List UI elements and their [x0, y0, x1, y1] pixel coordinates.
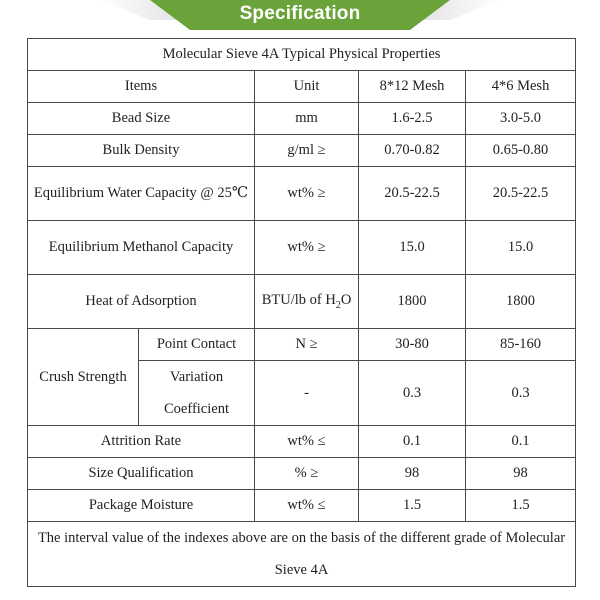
table-row-crush-point: [28, 329, 576, 361]
table-row: [28, 426, 576, 458]
header-items: Items: [28, 71, 255, 103]
table-note: The interval value of the indexes above are on the basis of the different grade of Molecular Sieve 4A: [28, 522, 576, 587]
value-4x6: 3.0-5.0: [466, 103, 576, 135]
unit-cell: g/ml ≥: [255, 135, 359, 167]
item-label: Attrition Rate: [28, 426, 255, 458]
unit-cell: wt% ≥: [255, 221, 359, 275]
table-note-row: [28, 522, 576, 587]
variation-coefficient-label: [139, 361, 255, 426]
variation-line2: Coefficient: [164, 401, 229, 417]
value-4x6: 0.1: [466, 426, 576, 458]
unit-cell: mm: [255, 103, 359, 135]
unit-cell: wt% ≥: [255, 167, 359, 221]
unit-suffix: O: [340, 292, 352, 309]
value-8x12: 98: [359, 458, 466, 490]
spec-table: [27, 38, 576, 587]
unit-prefix: BTU/lb of H: [261, 292, 336, 309]
value-8x12: 0.1: [359, 426, 466, 458]
variation-line1: Variation: [169, 369, 224, 385]
header-8x12-mesh: 8*12 Mesh: [359, 71, 466, 103]
value-4x6: 15.0: [466, 221, 576, 275]
unit-cell: -: [255, 361, 359, 426]
value-8x12: 20.5-22.5: [359, 167, 466, 221]
point-contact-label: Point Contact: [139, 329, 255, 361]
header-4x6-mesh: 4*6 Mesh: [466, 71, 576, 103]
value-8x12: 1.6-2.5: [359, 103, 466, 135]
table-caption-row: [28, 39, 576, 71]
value-4x6: 0.65-0.80: [466, 135, 576, 167]
value-4x6: 1.5: [466, 490, 576, 522]
unit-subscript: 2: [335, 299, 341, 311]
table-row: [28, 221, 576, 275]
item-label: Size Qualification: [28, 458, 255, 490]
unit-cell: wt% ≤: [255, 426, 359, 458]
item-label: Equilibrium Methanol Capacity: [28, 221, 255, 275]
value-4x6: 85-160: [466, 329, 576, 361]
item-label: Bead Size: [28, 103, 255, 135]
table-header-row: [28, 71, 576, 103]
value-8x12: 30-80: [359, 329, 466, 361]
table-row: [28, 135, 576, 167]
table-row: [28, 275, 576, 329]
value-4x6: 98: [466, 458, 576, 490]
unit-cell: % ≥: [255, 458, 359, 490]
value-4x6: 20.5-22.5: [466, 167, 576, 221]
table-row: [28, 167, 576, 221]
item-label: Bulk Density: [28, 135, 255, 167]
value-8x12: 0.3: [359, 361, 466, 426]
value-4x6: 1800: [466, 275, 576, 329]
unit-cell: wt% ≤: [255, 490, 359, 522]
value-8x12: 0.70-0.82: [359, 135, 466, 167]
item-label: Package Moisture: [28, 490, 255, 522]
item-label: Heat of Adsorption: [28, 275, 255, 329]
value-8x12: 15.0: [359, 221, 466, 275]
unit-cell: [255, 275, 359, 329]
table-row: [28, 490, 576, 522]
value-4x6: 0.3: [466, 361, 576, 426]
table-row: [28, 103, 576, 135]
banner-title: Specification: [239, 3, 361, 24]
header-unit: Unit: [255, 71, 359, 103]
value-8x12: 1.5: [359, 490, 466, 522]
table-row: [28, 458, 576, 490]
crush-strength-label: Crush Strength: [28, 329, 139, 426]
table-caption: Molecular Sieve 4A Typical Physical Properties: [28, 39, 576, 71]
item-label: Equilibrium Water Capacity @ 25℃: [28, 167, 255, 221]
unit-cell: N ≥: [255, 329, 359, 361]
specification-banner: [0, 0, 600, 34]
value-8x12: 1800: [359, 275, 466, 329]
